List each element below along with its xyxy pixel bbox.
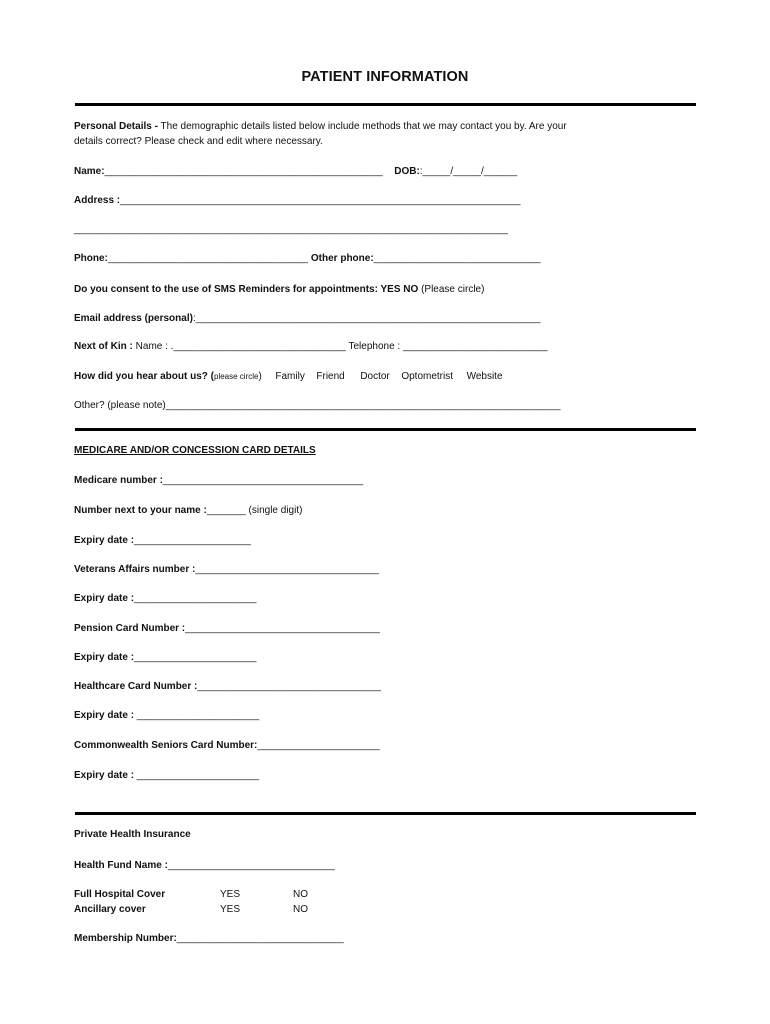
- seniors-label: Commonwealth Seniors Card Number:: [74, 740, 258, 751]
- membership-field[interactable]: ______________________________: [176, 933, 344, 944]
- expiry-label: Expiry date :: [74, 770, 135, 781]
- email-field[interactable]: :______________________________________________________________: [192, 313, 541, 324]
- pension-label: Pension Card Number :: [74, 623, 186, 634]
- name-label: Name:: [74, 166, 105, 177]
- dob-label: DOB:: [394, 166, 420, 177]
- ancillary-yes[interactable]: YES: [220, 904, 241, 915]
- pension-row: [74, 622, 380, 636]
- kin-telephone-field[interactable]: Telephone : __________________________: [348, 341, 548, 352]
- page-title: PATIENT INFORMATION: [301, 69, 469, 85]
- hear-option-website[interactable]: Website: [466, 371, 503, 382]
- hear-label: How did you hear about us? (: [74, 371, 214, 382]
- expiry-row-3: [74, 651, 256, 665]
- pension-field[interactable]: ___________________________________: [185, 623, 380, 634]
- address-field[interactable]: ________________________________________________________________________: [120, 195, 521, 206]
- hear-hint: please circle: [214, 372, 259, 381]
- expiry-field[interactable]: ______________________: [134, 652, 257, 663]
- expiry-row-1: [74, 534, 251, 548]
- personal-intro-text: The demographic details listed below include methods that we may contact you by. Are your: [157, 121, 567, 132]
- personal-intro: [74, 120, 567, 134]
- fund-row: [74, 859, 335, 873]
- membership-label: Membership Number:: [74, 933, 177, 944]
- hear-option-optometrist[interactable]: Optometrist: [401, 371, 454, 382]
- phone-field[interactable]: ____________________________________: [107, 253, 309, 264]
- sms-row: [74, 283, 484, 297]
- fund-field[interactable]: ______________________________: [167, 860, 335, 871]
- hear-option-doctor[interactable]: Doctor: [360, 371, 390, 382]
- email-label: Email address (personal): [74, 313, 193, 324]
- kin-label: Next of Kin :: [74, 341, 133, 352]
- single-digit-note: (single digit): [245, 505, 303, 516]
- healthcare-field[interactable]: _________________________________: [197, 681, 381, 692]
- sms-hint: (Please circle): [421, 284, 485, 295]
- ancillary-no[interactable]: NO: [293, 904, 308, 915]
- seniors-row: [74, 739, 380, 753]
- hear-option-friend[interactable]: Friend: [316, 371, 345, 382]
- hear-close: ): [258, 371, 262, 382]
- medicare-number-field[interactable]: ____________________________________: [162, 475, 364, 486]
- expiry-field[interactable]: _____________________: [134, 535, 251, 546]
- full-cover-no[interactable]: NO: [293, 889, 308, 900]
- medicare-number-label: Medicare number :: [74, 475, 163, 486]
- personal-intro-heading: Personal Details -: [74, 121, 158, 132]
- name-number-row: [74, 504, 302, 518]
- other-label: Other? (please note): [74, 400, 166, 411]
- address-row: [74, 194, 521, 208]
- expiry-label: Expiry date :: [74, 535, 135, 546]
- name-number-field[interactable]: _______: [206, 505, 246, 516]
- ancillary-label: Ancillary cover: [74, 904, 146, 915]
- healthcare-label: Healthcare Card Number :: [74, 681, 198, 692]
- full-cover-label: Full Hospital Cover: [74, 889, 166, 900]
- address-field-line2[interactable]: ______________________________________________________________________________: [74, 224, 508, 235]
- other-field[interactable]: _______________________________________________________________________: [165, 400, 561, 411]
- personal-intro-line2: details correct? Please check and edit where necessary.: [74, 136, 323, 147]
- expiry-label: Expiry date :: [74, 710, 135, 721]
- expiry-row-2: [74, 592, 256, 606]
- hear-option-family[interactable]: Family: [275, 371, 305, 382]
- name-row: [74, 165, 517, 179]
- veterans-row: [74, 563, 379, 577]
- fund-label: Health Fund Name :: [74, 860, 168, 871]
- kin-row: [74, 340, 548, 354]
- expiry-field[interactable]: ______________________: [134, 593, 257, 604]
- hear-row: [74, 370, 503, 384]
- expiry-field[interactable]: ______________________: [134, 770, 260, 781]
- expiry-row-4: [74, 709, 259, 723]
- healthcare-row: [74, 680, 381, 694]
- name-field[interactable]: __________________________________________________: [104, 166, 383, 177]
- membership-row: [74, 932, 344, 946]
- medicare-number-row: [74, 474, 363, 488]
- veterans-field[interactable]: _________________________________: [195, 564, 379, 575]
- expiry-label: Expiry date :: [74, 593, 135, 604]
- address-label: Address :: [74, 195, 121, 206]
- name-number-label: Number next to your name :: [74, 505, 207, 516]
- sms-question[interactable]: Do you consent to the use of SMS Reminders for appointments: YES NO: [74, 284, 419, 295]
- divider: [75, 428, 696, 431]
- other-phone-label: Other phone:: [310, 253, 374, 264]
- dob-field[interactable]: :_____/_____/______: [419, 166, 518, 177]
- other-phone-field[interactable]: ______________________________: [373, 253, 541, 264]
- veterans-label: Veterans Affairs number :: [74, 564, 196, 575]
- private-heading: Private Health Insurance: [74, 829, 191, 840]
- expiry-label: Expiry date :: [74, 652, 135, 663]
- seniors-field[interactable]: ______________________: [257, 740, 380, 751]
- email-row: [74, 312, 541, 326]
- medicare-heading: MEDICARE AND/OR CONCESSION CARD DETAILS: [74, 445, 316, 456]
- divider: [75, 812, 696, 815]
- kin-name-field[interactable]: Name : ._______________________________: [132, 341, 346, 352]
- other-row: [74, 399, 561, 413]
- expiry-row-5: [74, 769, 259, 783]
- phone-row: [74, 252, 541, 266]
- phone-label: Phone:: [74, 253, 108, 264]
- expiry-field[interactable]: ______________________: [134, 710, 260, 721]
- full-cover-yes[interactable]: YES: [220, 889, 241, 900]
- divider: [75, 103, 696, 106]
